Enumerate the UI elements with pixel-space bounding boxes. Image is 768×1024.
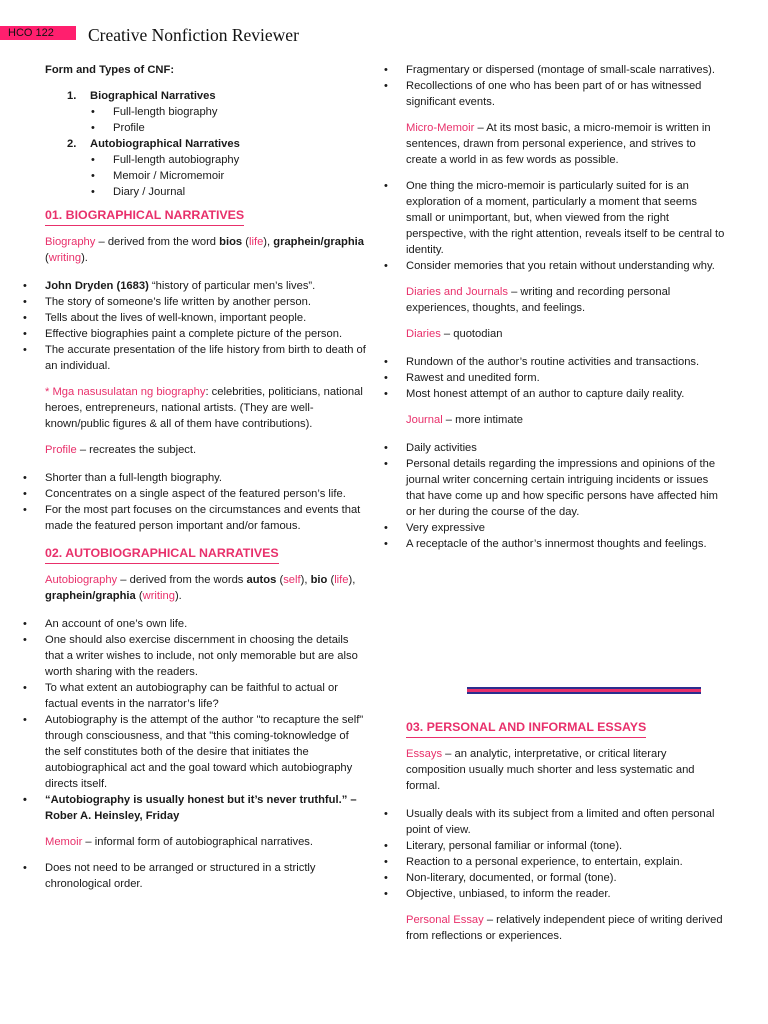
memoir-definition: Memoir – informal form of autobiographical narratives. [45, 836, 313, 848]
list-item: • The story of someone’s life written by another person. [45, 294, 367, 310]
journal-bullets [406, 440, 726, 552]
list-item: • Does not need to be arranged or structured in a strictly chronological order. [45, 860, 367, 892]
right-column [406, 62, 726, 552]
micro-memoir-bullets [406, 178, 726, 274]
list-item: • Profile [113, 120, 367, 136]
list-item: • One should also exercise discernment in choosing the details that a writer wishes to include, not only memorable but are also worth sharing with the readers. [45, 632, 367, 680]
cnf-type-item: 1. Biographical Narratives • Full-length biography • Profile [45, 88, 367, 136]
list-item: • Objective, unbiased, to inform the reader. [406, 886, 726, 902]
profile-bullets [45, 470, 367, 534]
journal-definition: Journal – more intimate [406, 414, 523, 426]
list-item: • Reaction to a personal experience, to entertain, explain. [406, 854, 726, 870]
section-heading-autobiographical: 02. AUTOBIOGRAPHICAL NARRATIVES [45, 544, 279, 564]
list-item: • Fragmentary or dispersed (montage of small-scale narratives). [406, 62, 726, 78]
list-item: • Concentrates on a single aspect of the featured person’s life. [45, 486, 367, 502]
list-item: • Recollections of one who has been part of or has witnessed significant events. [406, 78, 726, 110]
list-item: • Usually deals with its subject from a limited and often personal point of view. [406, 806, 726, 838]
section-heading-biographical: 01. BIOGRAPHICAL NARRATIVES [45, 206, 244, 226]
list-item: • Diary / Journal [113, 184, 367, 200]
nasusulatan-note: * Mga nasusulatan ng biography: celebrities, politicians, national heroes, entrepreneurs, national artists. (They are well-known/public figures & all of them have contributions). [45, 386, 363, 430]
list-item: • “Autobiography is usually honest but it’s never truthful.” – Rober A. Heinsley, Friday [45, 792, 367, 824]
diaries-journals-definition: Diaries and Journals – writing and recording personal experiences, thoughts, and feelings. [406, 286, 671, 314]
list-item: • Full-length autobiography [113, 152, 367, 168]
memoir-bullets [45, 860, 367, 892]
memoir-bullets-continued [406, 62, 726, 110]
section-heading-essays: 03. PERSONAL AND INFORMAL ESSAYS [406, 718, 646, 738]
list-item: • Very expressive [406, 520, 726, 536]
micro-memoir-definition: Micro-Memoir – At its most basic, a micro-memoir is written in sentences, drawn from personal experience, and strives to create a world in as few words as possible. [406, 122, 711, 166]
form-types-heading: Form and Types of CNF: [45, 64, 175, 76]
autobiography-bullets [45, 616, 367, 824]
list-item: • The accurate presentation of the life history from birth to death of an individual. [45, 342, 367, 374]
list-item: • John Dryden (1683) “history of particular men’s lives”. [45, 278, 367, 294]
list-item: • One thing the micro-memoir is particularly suited for is an exploration of a moment, particularly a moment that seems small or unimportant, but, when viewed from the right perspective, with the right attention, reveals itself to be central to identity. [406, 178, 726, 258]
list-item: • Memoir / Micromemoir [113, 168, 367, 184]
list-item: • Daily activities [406, 440, 726, 456]
essay-bullets [406, 806, 726, 902]
list-item: • Effective biographies paint a complete picture of the person. [45, 326, 367, 342]
biography-definition: Biography – derived from the word bios (life), graphein/graphia (writing). [45, 236, 365, 264]
list-item: • For the most part focuses on the circumstances and events that made the featured person important and/or famous. [45, 502, 367, 534]
page-header [0, 22, 768, 46]
page-title: Creative Nonfiction Reviewer [88, 25, 299, 45]
list-item: • Full-length biography [113, 104, 367, 120]
profile-definition: Profile – recreates the subject. [45, 444, 197, 456]
autobiography-definition: Autobiography – derived from the words autos (self), bio (life), graphein/graphia (writing). [45, 574, 356, 602]
list-item: • Tells about the lives of well-known, important people. [45, 310, 367, 326]
cnf-type-item: 2. Autobiographical Narratives • Full-length autobiography • Memoir / Micromemoir • Diary / Journal [45, 136, 367, 200]
list-item: • Rundown of the author’s routine activities and transactions. [406, 354, 726, 370]
biography-bullets [45, 278, 367, 374]
list-item: • Rawest and unedited form. [406, 370, 726, 386]
list-item: • An account of one’s own life. [45, 616, 367, 632]
left-column [45, 62, 367, 892]
list-item: • To what extent an autobiography can be faithful to actual or factual events in the narrator’s life? [45, 680, 367, 712]
essays-definition: Essays – an analytic, interpretative, or critical literary composition usually much shorter and less systematic and formal. [406, 748, 695, 792]
list-item: • Consider memories that you retain without understanding why. [406, 258, 726, 274]
list-item: • Literary, personal familiar or informal (tone). [406, 838, 726, 854]
list-item: • Personal details regarding the impressions and opinions of the journal writer concerning certain intriguing incidents or issues that have come up and how specific persons have affected him or her during the course of the day. [406, 456, 726, 520]
personal-essay-definition: Personal Essay – relatively independent piece of writing derived from reflections or experiences. [406, 914, 723, 942]
course-code-badge: HCO 122 [0, 26, 76, 40]
right-column-lower [406, 718, 726, 944]
list-item: • A receptacle of the author’s innermost thoughts and feelings. [406, 536, 726, 552]
diary-bullets [406, 354, 726, 402]
list-item: • Most honest attempt of an author to capture daily reality. [406, 386, 726, 402]
cnf-types-list [45, 88, 367, 200]
list-item: • Autobiography is the attempt of the author "to recapture the self" through consciousness, and that "this coming-toknowledge of the self constitutes both of the desire that initiates the autobiographical act and the goal toward which autobiography directs itself. [45, 712, 367, 792]
list-item: • Shorter than a full-length biography. [45, 470, 367, 486]
diaries-definition: Diaries – quotodian [406, 328, 503, 340]
section-divider [467, 687, 701, 694]
list-item: • Non-literary, documented, or formal (tone). [406, 870, 726, 886]
